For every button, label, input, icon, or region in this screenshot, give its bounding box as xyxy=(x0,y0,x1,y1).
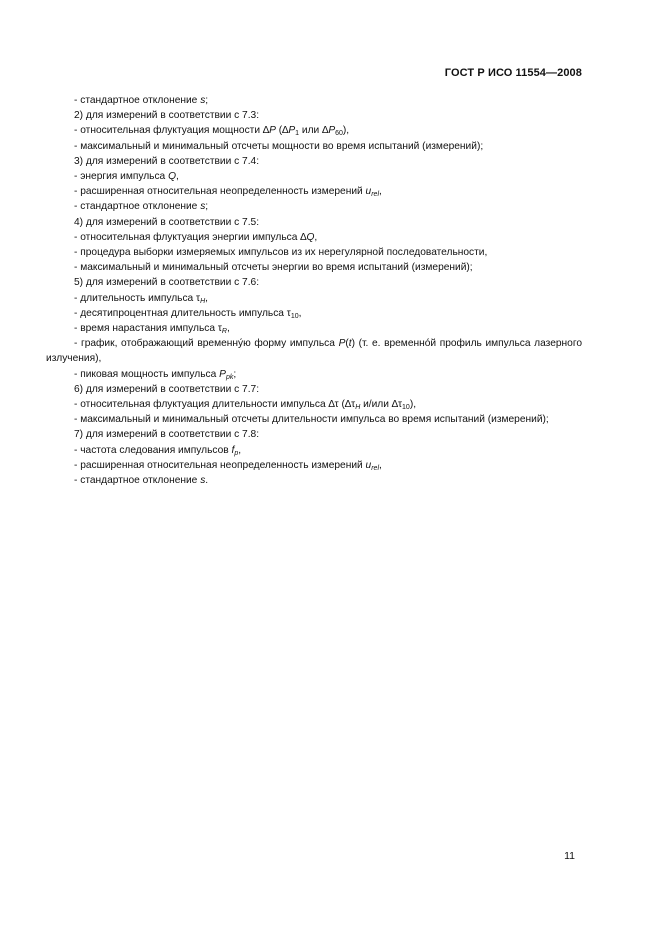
text-line xyxy=(46,260,582,275)
document-body xyxy=(46,93,582,488)
text-run: ), xyxy=(409,399,417,411)
text-line xyxy=(46,275,582,290)
text-run: ; xyxy=(205,95,209,106)
text-line xyxy=(46,427,582,442)
italic-symbol: P xyxy=(269,125,276,137)
text-run: - энергия импульса xyxy=(74,171,169,183)
text-run: 5) для измерений в соответствии с 7.6: xyxy=(74,277,260,289)
italic-symbol: Q xyxy=(306,231,315,243)
text-run: ( xyxy=(345,338,349,350)
text-line xyxy=(46,458,582,473)
text-run: ; xyxy=(233,368,237,380)
text-run: - расширенная относительная неопределенность измерений xyxy=(74,186,366,198)
text-run: - относительная флуктуация длительности импульса ∆τ (∆τ xyxy=(74,399,356,411)
text-line xyxy=(46,306,582,321)
text-run: - частота следования импульсов xyxy=(74,444,232,456)
subscript: rel xyxy=(371,464,379,472)
subscript: p xyxy=(234,449,239,457)
subscript: H xyxy=(200,297,206,305)
text-line xyxy=(46,473,582,488)
italic-symbol: s xyxy=(200,95,206,106)
text-run: 6) для измерений в соответствии с 7.7: xyxy=(74,383,260,395)
text-run: 3) для измерений в соответствии с 7.4: xyxy=(74,155,260,167)
text-line xyxy=(46,412,582,427)
text-line xyxy=(46,291,582,306)
text-line xyxy=(46,382,582,397)
italic-symbol: Q xyxy=(168,171,176,183)
text-run: - стандартное отклонение xyxy=(74,201,201,213)
text-run: ), xyxy=(342,125,350,137)
text-run: , xyxy=(379,186,382,198)
text-run: или ∆ xyxy=(299,125,329,137)
italic-symbol: s xyxy=(200,475,206,487)
text-line xyxy=(46,169,582,184)
subscript: R xyxy=(221,328,227,336)
text-run: - график, отображающий временну́ю форму импульса xyxy=(74,338,339,350)
subscript: 60 xyxy=(335,130,343,138)
subscript: rel xyxy=(371,191,379,199)
text-line xyxy=(46,336,582,366)
text-run: , xyxy=(238,444,242,456)
italic-symbol: P xyxy=(219,368,226,380)
text-run: (∆ xyxy=(275,125,289,137)
text-run: - максимальный и минимальный отсчеты энергии во время испытаний (измерений); xyxy=(74,262,473,274)
text-line xyxy=(46,123,582,138)
text-run: - пиковая мощность импульса xyxy=(74,368,220,380)
text-run: 7) для измерений в соответствии с 7.8: xyxy=(74,429,260,441)
text-run: . xyxy=(205,475,209,487)
subscript: 10 xyxy=(290,312,299,320)
text-line xyxy=(46,245,582,260)
italic-symbol: P xyxy=(338,338,346,350)
text-run: , xyxy=(176,171,179,183)
text-run: - процедура выборки измеряемых импульсов из их нерегулярной последовательности, xyxy=(74,247,488,259)
italic-symbol: P xyxy=(288,125,296,137)
subscript: 10 xyxy=(402,404,410,412)
text-run: - стандартное отклонение xyxy=(74,475,201,487)
text-run: , xyxy=(298,307,302,319)
text-line xyxy=(46,199,582,214)
text-run: 4) для измерений в соответствии с 7.5: xyxy=(74,216,260,228)
text-line xyxy=(46,321,582,336)
text-line xyxy=(46,443,582,458)
italic-symbol: f xyxy=(231,444,235,456)
italic-symbol: t xyxy=(348,338,352,350)
text-run: - относительная флуктуация энергии импульса ∆ xyxy=(74,231,307,243)
text-line xyxy=(46,230,582,245)
text-run: , xyxy=(314,231,318,243)
italic-symbol: u xyxy=(365,459,372,471)
text-run: - относительная флуктуация мощности ∆ xyxy=(74,125,270,137)
subscript: H xyxy=(355,404,361,412)
text-line xyxy=(46,154,582,169)
page-number: 11 xyxy=(564,850,575,862)
text-run: - время нарастания импульса τ xyxy=(74,323,222,335)
text-run: - десятипроцентная длительность импульса τ xyxy=(74,307,291,319)
text-line xyxy=(46,93,582,108)
text-run: - длительность импульса τ xyxy=(74,292,201,304)
subscript: pk xyxy=(225,373,234,381)
text-run: , xyxy=(379,459,382,471)
text-line xyxy=(46,184,582,199)
text-run: - максимальный и минимальный отсчеты мощности во время испытаний (измерений); xyxy=(74,140,484,152)
subscript: 1 xyxy=(295,130,300,138)
text-run: и/или ∆τ xyxy=(360,399,403,411)
text-line xyxy=(46,367,582,382)
text-run: - стандартное отклонение xyxy=(74,95,201,106)
text-run: , xyxy=(226,323,230,335)
text-line xyxy=(46,397,582,412)
text-line xyxy=(46,139,582,154)
text-run: - максимальный и минимальный отсчеты длительности импульса во время испытаний (измерений); xyxy=(74,414,549,426)
text-run: , xyxy=(205,292,208,304)
italic-symbol: P xyxy=(328,125,336,137)
text-line xyxy=(46,108,582,123)
italic-symbol: s xyxy=(200,201,206,213)
text-line xyxy=(46,215,582,230)
text-run: ) (т. е. временно́й профиль импульса лазерного излучения), xyxy=(46,338,582,365)
text-run: ; xyxy=(205,201,209,213)
italic-symbol: u xyxy=(365,186,372,198)
document-code: ГОСТ Р ИСО 11554—2008 xyxy=(444,67,582,79)
text-run: - расширенная относительная неопределенность измерений xyxy=(74,459,366,471)
text-run: 2) для измерений в соответствии с 7.3: xyxy=(74,110,260,122)
